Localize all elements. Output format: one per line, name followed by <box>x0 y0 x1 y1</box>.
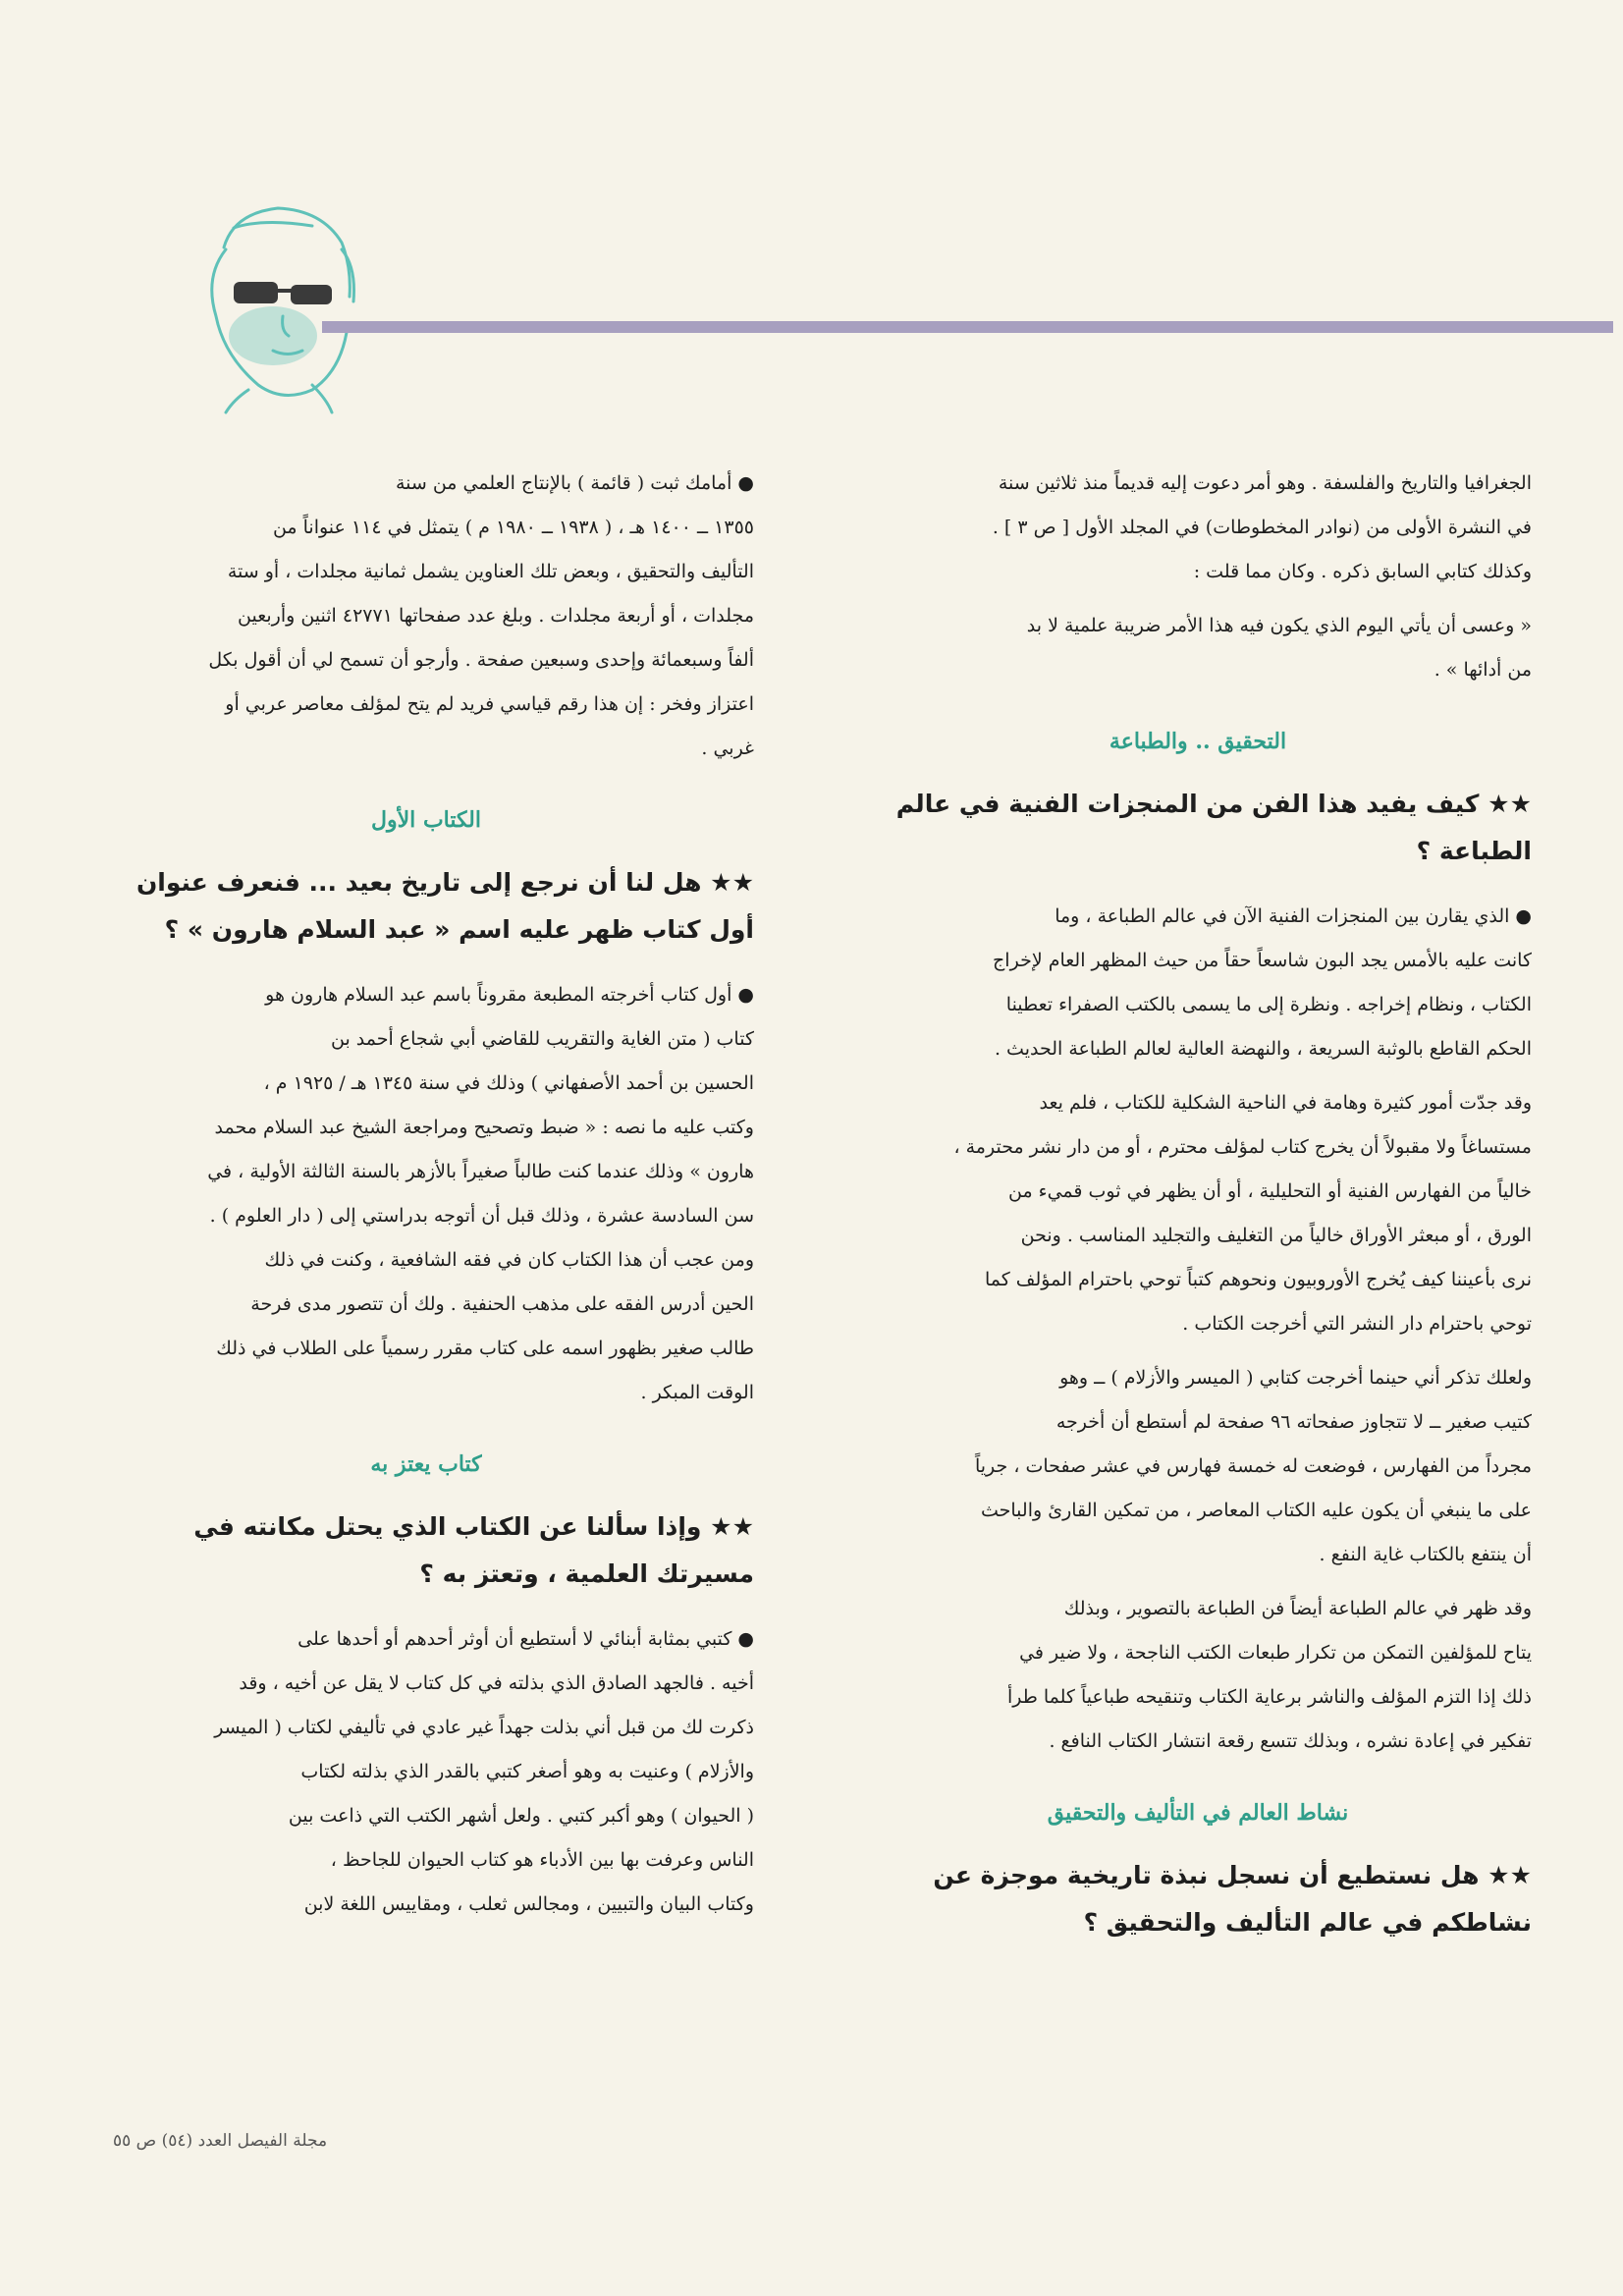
paragraph: ● الذي يقارن بين المنجزات الفنية الآن في عالم الطباعة ، وما كانت عليه بالأمس يجد البون شاسعاً حقاً من حيث المظهر العام لإخراج الكتاب ، ونظام إخراجه . ونظرة إلى ما يسمى بالكتب الصفراء تعطينا الحكم القاطع بالوثبة السريعة ، والنهضة العالية لعالم الطباعة الحديث . <box>993 905 1532 1060</box>
section-heading: الكتاب الأول <box>371 807 481 833</box>
paragraph: ولعلك تذكر أني حينما أخرجت كتابي ( الميسر والأزلام ) ــ وهو كتيب صغير ــ لا تتجاوز صفحاته ٩٦ صفحة لم أستطع أن أخرجه مجرداً من الفهارس ، فوضعت له خمسة فهارس في عشر صفحات ، جرياً على ما ينبغي أن يكون عليه الكتاب المعاصر ، من تمكين القارئ والباحث أن ينتفع بالكتاب غاية النفع . <box>974 1367 1532 1565</box>
section-heading: كتاب يعتز به <box>370 1451 482 1477</box>
header-rule <box>322 321 1613 333</box>
interview-question: ★★ وإذا سألنا عن الكتاب الذي يحتل مكانته في مسيرتك العلمية ، وتعتز به ؟ <box>193 1512 754 1588</box>
section-heading: التحقيق .. والطباعة <box>1109 729 1287 754</box>
left-column <box>98 462 754 1937</box>
paragraph: وقد جدّت أمور كثيرة وهامة في الناحية الشكلية للكتاب ، فلم يعد مستساغاً ولا مقبولاً أن يخرج كتاب لمؤلف محترم ، أو من دار نشر محترمة ، خالياً من الفهارس الفنية أو التحليلية ، أو أن يظهر في ثوب قميء من الورق ، أو مبعثر الأوراق خالياً من التغليف والتجليد المناسب . ونحن نرى بأعيننا كيف يُخرج الأوروبيون ونحوهم كتباً توحي باحترام المؤلف كما توحي باحترام دار النشر التي أخرجت الكتاب . <box>953 1092 1532 1335</box>
paragraph: ● أمامك ثبت ( قائمة ) بالإنتاج العلمي من سنة ١٣٥٥ ــ ١٤٠٠ هـ ، ( ١٩٣٨ ــ ١٩٨٠ م ) يتمثل في ١١٤ عنواناً من التأليف والتحقيق ، وبعض تلك العناوين يشمل ثمانية مجلدات ، أو ستة مجلدات ، أو أربعة مجلدات . وبلغ عدد صفحاتها ٤٢٧٧١ اثنين وأربعين ألفاً وسبعمائة وإحدى وسبعين صفحة . وأرجو أن تسمح لي أن أقول بكل اعتزاز وفخر : إن هذا رقم قياسي فريد لم يتح لمؤلف معاصر عربي أو غربي . <box>208 472 754 759</box>
right-column <box>864 462 1532 1966</box>
page-footer: مجلة الفيصل العدد (٥٤) ص ٥٥ <box>113 2131 328 2151</box>
paragraph: الجغرافيا والتاريخ والفلسفة . وهو أمر دعوت إليه قديماً منذ ثلاثين سنة في النشرة الأولى من (نوادر المخطوطات) في المجلد الأول [ ص ٣ ] . وكذلك كتابي السابق ذكره . وكان مما قلت : <box>992 472 1532 582</box>
interview-question: ★★ هل نستطيع أن نسجل نبذة تاريخية موجزة عن نشاطكم في عالم التأليف والتحقيق ؟ <box>933 1861 1532 1937</box>
author-portrait-image <box>165 189 376 414</box>
quote-paragraph: « وعسى أن يأتي اليوم الذي يكون فيه هذا الأمر ضريبة علمية لا بد من أدائها » . <box>1026 615 1532 681</box>
paragraph: ● أول كتاب أخرجته المطبعة مقروناً باسم عبد السلام هارون هو كتاب ( متن الغاية والتقريب للقاضي أبي شجاع أحمد بن الحسين بن أحمد الأصفهاني ) وذلك في سنة ١٣٤٥ هـ / ١٩٢٥ م ، وكتب عليه ما نصه : « ضبط وتصحيح ومراجعة الشيخ عبد السلام محمد هارون » وذلك عندما كنت طالباً صغيراً بالأزهر بالسنة الثالثة الأولية ، في سن السادسة عشرة ، وذلك قبل أن أتوجه بدراستي إلى ( دار العلوم ) . ومن عجب أن هذا الكتاب كان في فقه الشافعية ، وكنت في ذلك الحين أدرس الفقه على مذهب الحنفية . ولك أن تتصور مدى فرحة طالب صغير بظهور اسمه على كتاب مقرر رسمياً على الطلاب في ذلك الوقت المبكر . <box>207 984 754 1403</box>
interview-question: ★★ هل لنا أن نرجع إلى تاريخ بعيد ... فنعرف عنوان أول كتاب ظهر عليه اسم « عبد السلام هارون » ؟ <box>135 868 754 944</box>
section-heading: نشاط العالم في التأليف والتحقيق <box>1047 1800 1349 1826</box>
paragraph: وقد ظهر في عالم الطباعة أيضاً فن الطباعة بالتصوير ، وبذلك يتاح للمؤلفين التمكن من تكرار طبعات الكتب الناجحة ، ولا ضير في ذلك إذا التزم المؤلف والناشر برعاية الكتاب وتنقيحه طباعياً كلما طرأ تفكير في إعادة نشره ، وبذلك تتسع رقعة انتشار الكتاب النافع . <box>1006 1598 1532 1752</box>
interview-question: ★★ كيف يفيد هذا الفن من المنجزات الفنية في عالم الطباعة ؟ <box>895 790 1532 865</box>
paragraph: ● كتبي بمثابة أبنائي لا أستطيع أن أوثر أحدهم أو أحدها على أخيه . فالجهد الصادق الذي بذلته في كل كتاب لا يقل عن أخيه ، وقد ذكرت لك من قبل أني بذلت جهداً غير عادي في تأليفي لكتاب ( الميسر والأزلام ) وعنيت به وهو أصغر كتبي بالقدر الذي بذلته لكتاب ( الحيوان ) وهو أكبر كتبي . ولعل أشهر الكتب التي ذاعت بين الناس وعرفت بها بين الأدباء هو كتاب الحيوان للجاحظ ، وكتاب البيان والتبيين ، ومجالس ثعلب ، ومقاييس اللغة لابن <box>214 1628 754 1915</box>
